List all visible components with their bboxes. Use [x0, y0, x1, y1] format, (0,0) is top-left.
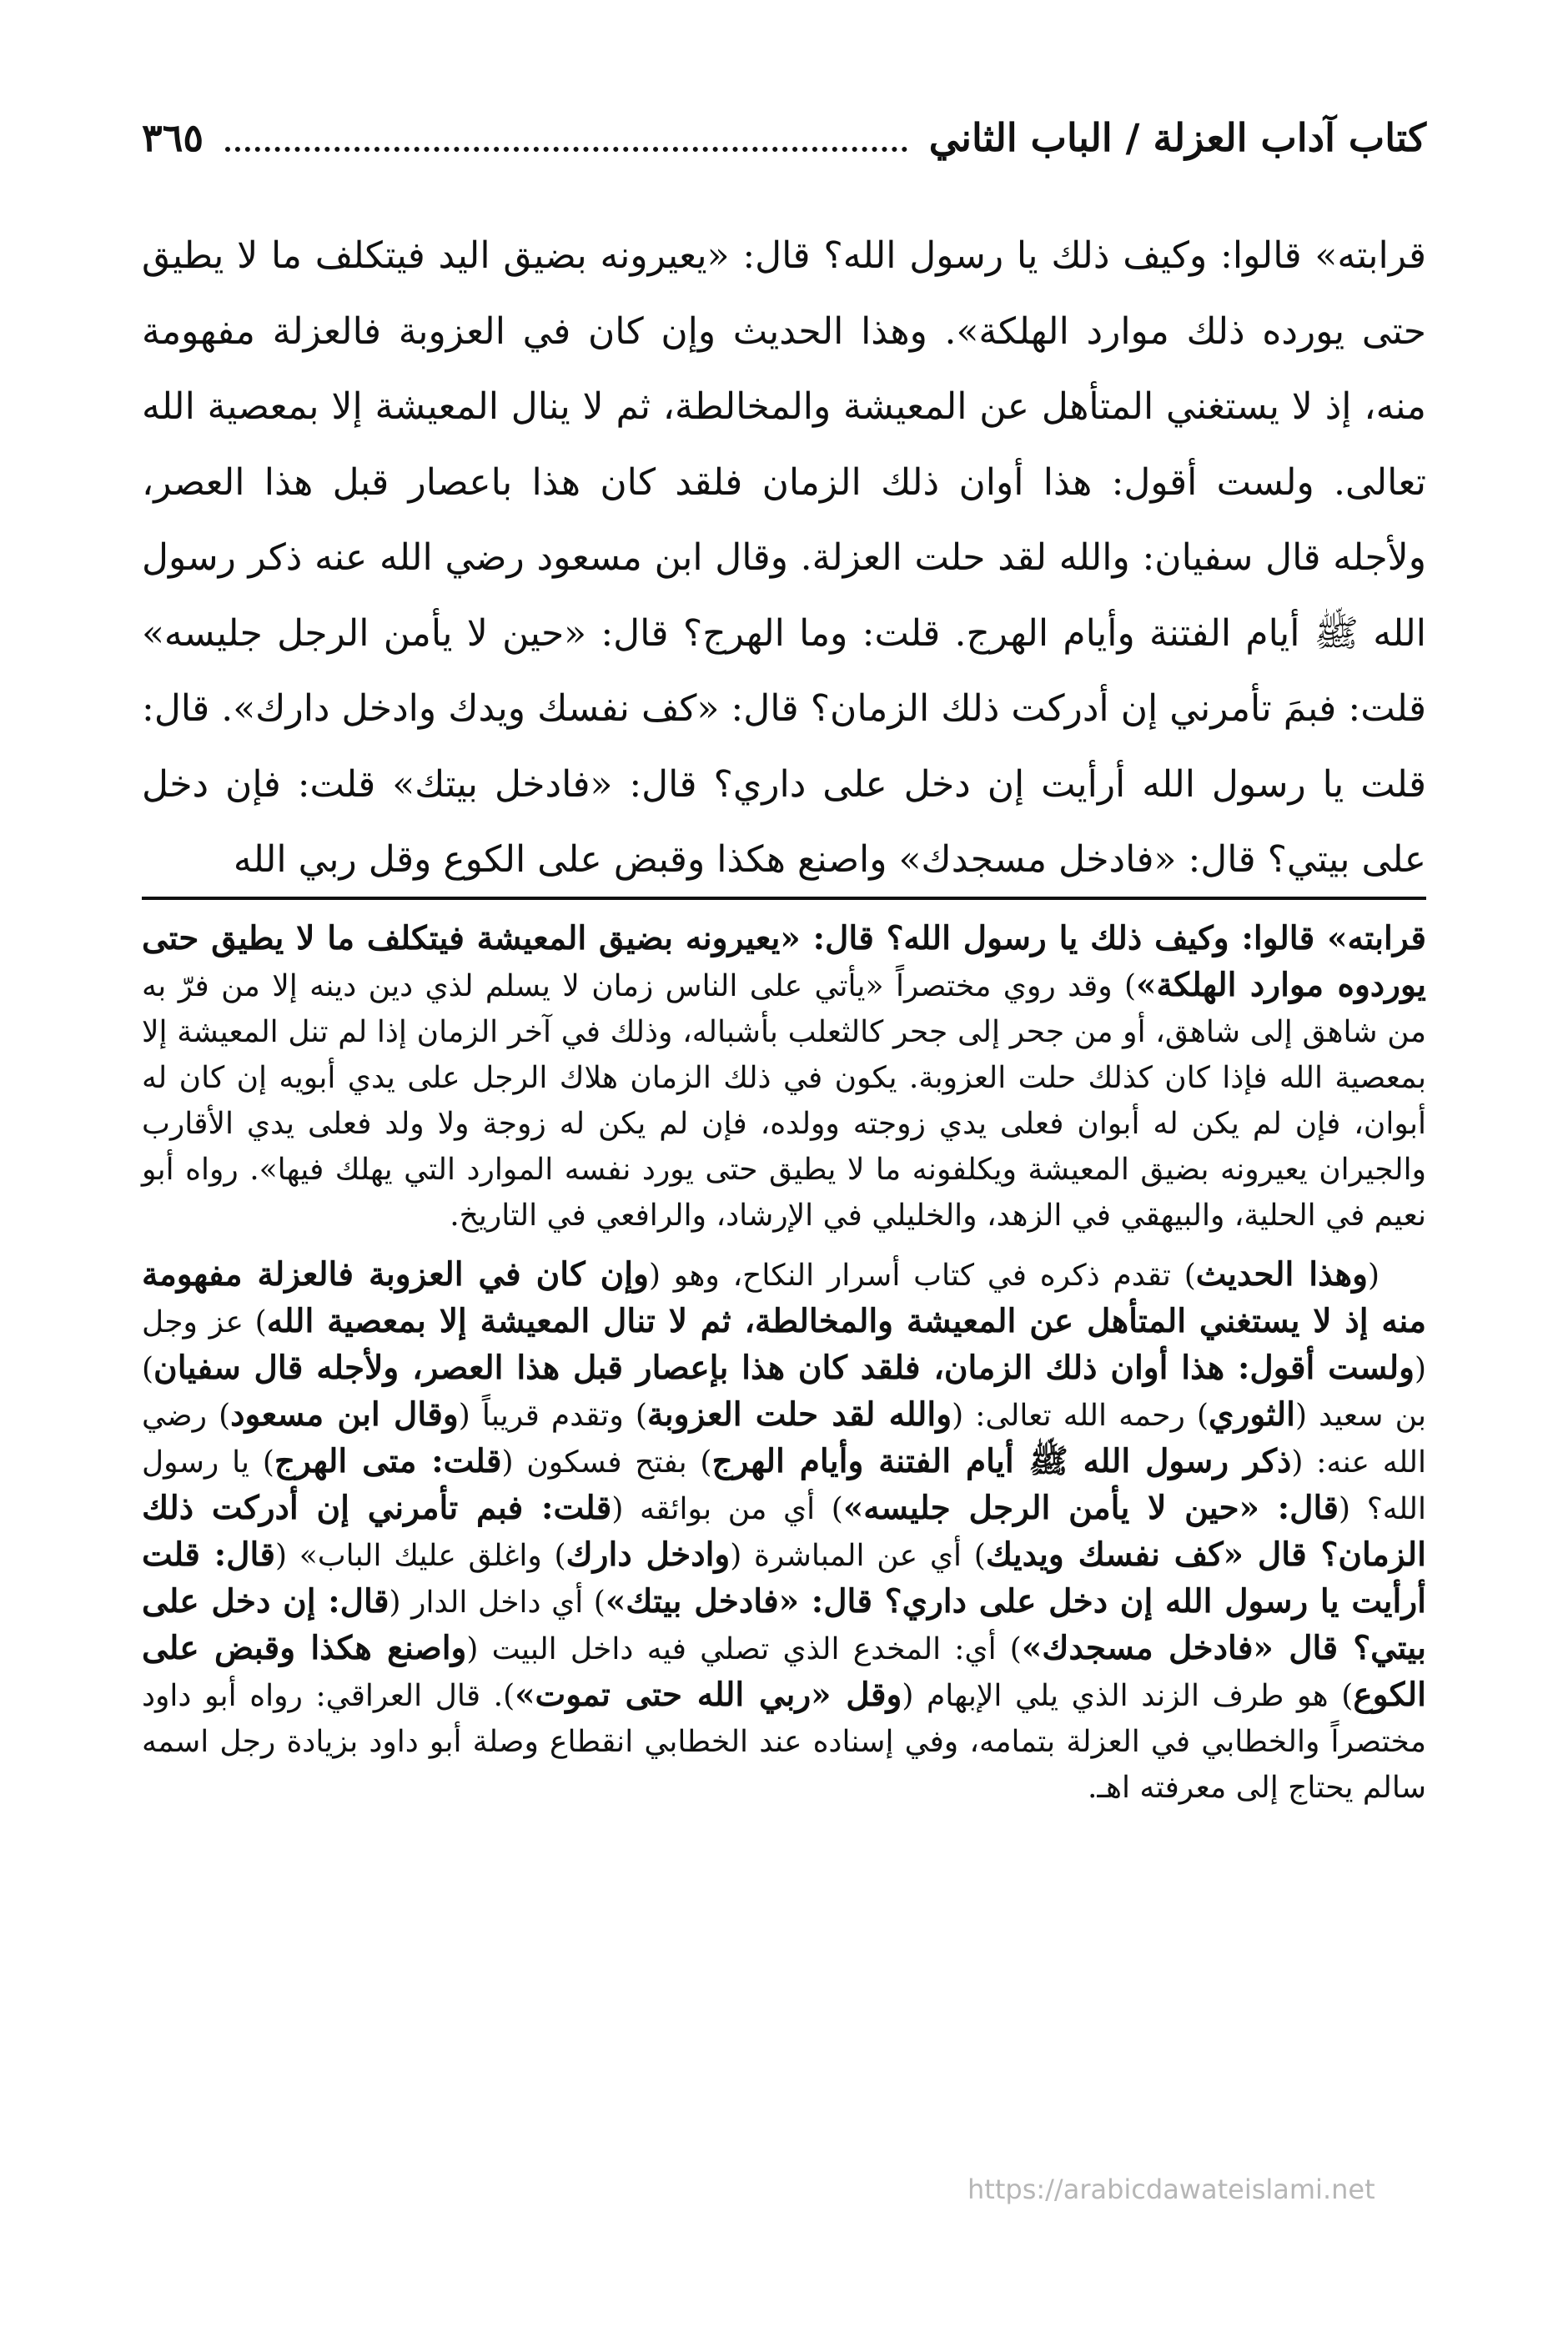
commentary-text: ( — [1367, 1259, 1380, 1293]
commentary-paragraph-2 — [142, 1252, 1426, 1811]
commentary-text: ) بفتح فسكون ( — [501, 1445, 712, 1480]
quoted-matn: قال: قلت أرأيت يا رسول الله إن دخل على داري؟ قال: «فادخل بيتك» — [142, 1535, 1426, 1621]
footnote-separator — [142, 897, 1426, 900]
quoted-matn: وقال ابن مسعود — [230, 1395, 459, 1434]
running-header — [142, 100, 1426, 175]
quoted-matn: قال: «حين لا يأمن الرجل جليسه» — [842, 1489, 1339, 1527]
commentary-text: ) رضي الله عنه: ( — [142, 1399, 1426, 1480]
quoted-matn: وإن كان في العزوبة فالعزلة مفهومة منه إذ لا يستغني المتأهل عن المعيشة والمخالطة، ثم لا تنال المعيشة إلا بمعصية الله — [142, 1255, 1426, 1340]
quoted-matn: والله لقد حلت العزوبة — [646, 1395, 952, 1434]
quoted-matn: قلت: متى الهرج — [274, 1442, 502, 1480]
commentary-text: ) عز وجل ( — [142, 1305, 1426, 1386]
commentary-text: ) وقد روي مختصراً «يأتي على الناس زمان لا يسلم لذي دين دينه إلا من فرّ به من شاهق إلى شاهق، أو من جحر إلى جحر كالثعلب بأشباله، وذلك في آخر الزمان إذا لم تنل المعيشة إلا بمعصية الله فإذا كان كذلك حلت العزوبة. يكون في ذلك الزمان هلاك الرجل على يدي أبويه إن كان له أبوان، فإن لم يكن له أبوان فعلى يدي زوجته وولده، فإن لم يكن له زوجة ولا ولد فعلى يدي الأقارب والجيران يعيرونه بضيق المعيشة ويكلفونه ما لا يطيق حتى يورد نفسه الموارد التي يهلك فيها». رواه أبو نعيم في الحلية، والبيهقي في الزهد، والخليلي في الإرشاد، والرافعي في التاريخ. — [142, 969, 1426, 1233]
quoted-matn: واصنع هكذا وقبض على الكوع — [142, 1629, 1426, 1714]
quoted-matn: وهذا الحديث — [1195, 1255, 1368, 1294]
header-dot-leader — [225, 147, 907, 152]
page-number: ٣٦٥ — [142, 115, 204, 160]
commentary-text: ) أي عن المباشرة ( — [730, 1539, 986, 1573]
commentary-text: ) أي داخل الدار ( — [389, 1586, 606, 1620]
commentary-text: ) واغلق عليك الباب» ( — [274, 1539, 566, 1573]
main-text: قرابته» قالوا: وكيف ذلك يا رسول الله؟ قال: «يعيرونه بضيق اليد فيتكلف ما لا يطيق حتى يورده ذلك موارد الهلكة». وهذا الحديث وإن كان في العزوبة فالعزلة مفهومة منه، إذ لا يستغني المتأهل عن المعيشة والمخالطة، ثم لا ينال المعيشة إلا بمعصية الله تعالى. ولست أقول: هذا أوان ذلك الزمان فلقد كان هذا باعصار قبل هذا العصر، ولأجله قال سفيان: والله لقد حلت العزلة. وقال ابن مسعود رضي الله عنه ذكر رسول الله ﷺ أيام الفتنة وأيام الهرج. قلت: وما الهرج؟ قال: «حين لا يأمن الرجل جليسه» قلت: فبمَ تأمرني إن أدركت ذلك الزمان؟ قال: «كف نفسك ويدك وادخل دارك». قال: قلت يا رسول الله أرأيت إن دخل على داري؟ قال: «فادخل بيتك» قلت: فإن دخل على بيتي؟ قال: «فادخل مسجدك» واصنع هكذا وقبض على الكوع وقل ربي الله — [142, 234, 1426, 881]
commentary-text: ) يا رسول الله؟ ( — [142, 1445, 1426, 1526]
watermark-url: https://arabicdawateislami.net — [967, 2174, 1375, 2205]
quoted-matn: وقل «ربي الله حتى تموت» — [515, 1676, 902, 1714]
commentary-paragraph-1 — [142, 916, 1426, 1239]
commentary-text: ) بن سعيد ( — [142, 1352, 1427, 1433]
commentary-text: ). قال العراقي: رواه أبو داود مختصراً والخطابي في العزلة بتمامه، وفي إسناده عند الخطابي انقطاع وصلة أبو داود بزيادة رجل اسمه سالم يحتاج إلى معرفته اهـ. — [142, 1679, 1426, 1805]
commentary-text: ) وتقدم قريباً ( — [458, 1399, 647, 1433]
quoted-matn: وادخل دارك — [565, 1535, 731, 1574]
quoted-matn: قال: إن دخل على بيتي؟ قال «فادخل مسجدك» — [142, 1582, 1426, 1667]
quoted-matn: ولست أقول: هذا أوان ذلك الزمان، فلقد كان هذا بإعصار قبل هذا العصر، ولأجله قال سفيان — [153, 1349, 1415, 1387]
header-title: كتاب آداب العزلة / الباب الثاني — [928, 115, 1426, 160]
quoted-matn: الثوري — [1209, 1395, 1296, 1434]
commentary-section — [142, 916, 1426, 1811]
commentary-text: ) هو طرف الزند الذي يلي الإبهام ( — [902, 1679, 1354, 1713]
commentary-text: ) رحمه الله تعالى: ( — [952, 1399, 1209, 1433]
quoted-matn: قلت: فبم تأمرني إن أدركت ذلك الزمان؟ قال «كف نفسك ويديك — [142, 1489, 1426, 1574]
commentary-text: ) أي: المخدع الذي تصلي فيه داخل البيت ( — [466, 1632, 1022, 1666]
quoted-matn: قرابته» قالوا: وكيف ذلك يا رسول الله؟ قال: «يعيرونه بضيق المعيشة فيتكلف ما لا يطيق حتى يوردوه موارد الهلكة» — [142, 919, 1426, 1004]
commentary-text: ) أي من بوائقه ( — [611, 1492, 843, 1526]
commentary-text: ) تقدم ذكره في كتاب أسرار النكاح، وهو ( — [648, 1259, 1196, 1293]
quoted-matn: ذكر رسول الله ﷺ أيام الفتنة وأيام الهرج — [711, 1442, 1292, 1480]
